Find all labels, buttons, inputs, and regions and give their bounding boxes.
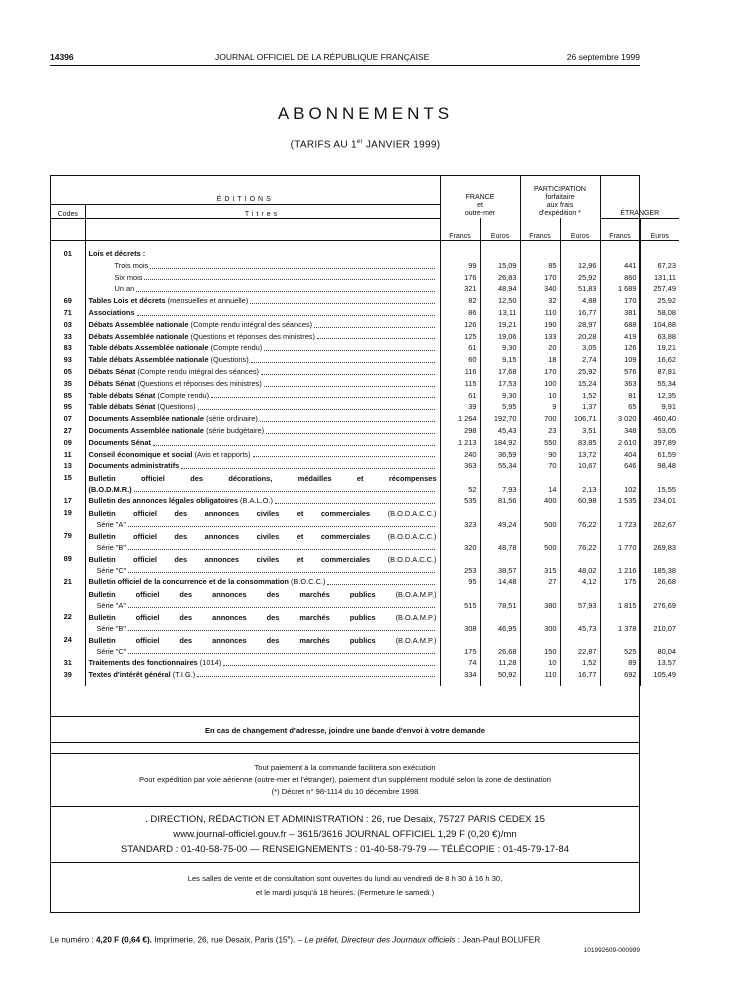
table-row xyxy=(51,553,679,576)
table-row xyxy=(51,669,679,681)
row-title: Conseil économique et social (Avis et rapports) xyxy=(85,449,440,461)
col-france-euros: Euros xyxy=(480,218,520,240)
table-row xyxy=(51,576,679,588)
price-cell: 76,22 xyxy=(560,507,600,530)
price-cell: 4,12 xyxy=(560,576,600,588)
price-cell: 210,07 xyxy=(653,623,676,633)
price-cell: 65 xyxy=(600,401,640,413)
table-row xyxy=(51,283,679,295)
opening-hours: Les salles de vente et de consultation sont ouvertes du lundi au vendredi de 8 h 30 à 16 h 30, et le mardi jusqu'à 18 heures. (Fermeture le samedi.) xyxy=(51,862,639,912)
row-title: Table débats Assemblée nationale (Questions) xyxy=(85,354,440,366)
row-title: Bulletin des annonces légales obligatoires (B.A.L.O.) xyxy=(85,495,440,507)
price-cell: 16,77 xyxy=(560,669,600,681)
price-cell: 1 213 xyxy=(440,437,480,449)
price-cell: 61,59 xyxy=(657,449,676,459)
price-cell: 323 xyxy=(440,507,480,530)
row-code: 93 xyxy=(51,354,85,366)
price-cell: 2 610 xyxy=(600,437,640,449)
price-cell: 170 xyxy=(520,366,560,378)
subscription-frame xyxy=(50,175,676,913)
table-row xyxy=(51,390,679,402)
row-code: 83 xyxy=(51,342,85,354)
price-cell: 240 xyxy=(440,449,480,461)
table-row xyxy=(51,588,679,611)
row-title: Bulletin officiel des annonces des marchés publics (B.O.A.M.P.) Série "A" xyxy=(85,588,440,611)
row-title: Table débats Assemblée nationale (Compte rendu) xyxy=(85,342,440,354)
row-code: 15 xyxy=(51,472,85,495)
price-cell: 1,37 xyxy=(560,401,600,413)
price-cell: 26,68 xyxy=(657,576,676,586)
row-code: 35 xyxy=(51,378,85,390)
price-cell: 106,71 xyxy=(560,413,600,425)
price-cell: 441 xyxy=(600,260,640,272)
price-cell: 36,59 xyxy=(480,449,520,461)
price-cell: 99 xyxy=(440,260,480,272)
row-code: 19 xyxy=(51,507,85,530)
price-cell: 535 xyxy=(440,495,480,507)
price-cell: 253 xyxy=(440,553,480,576)
etranger-header: ÉTRANGER xyxy=(600,176,679,218)
row-code: 27 xyxy=(51,425,85,437)
price-cell: 1 378 xyxy=(600,611,640,634)
price-cell: 19,21 xyxy=(480,319,520,331)
price-cell: 15,55 xyxy=(657,485,676,495)
price-cell: 380 xyxy=(520,588,560,611)
price-cell: 1 689 xyxy=(600,283,640,295)
price-cell: 48,02 xyxy=(560,553,600,576)
table-row xyxy=(51,378,679,390)
price-cell: 19,21 xyxy=(657,343,676,353)
price-cell: 100 xyxy=(520,378,560,390)
price-cell: 700 xyxy=(520,413,560,425)
price-cell: 176 xyxy=(440,272,480,284)
price-cell: 1 723 xyxy=(600,507,640,530)
price-cell: 109 xyxy=(600,354,640,366)
price-cell: 9,91 xyxy=(661,402,676,412)
price-cell: 116 xyxy=(440,366,480,378)
price-cell: 126 xyxy=(440,319,480,331)
price-cell: 26,83 xyxy=(480,272,520,284)
table-row xyxy=(51,366,679,378)
table-row xyxy=(51,307,679,319)
price-cell: 320 xyxy=(440,530,480,553)
price-cell: 58,08 xyxy=(657,307,676,317)
table-row xyxy=(51,248,679,260)
row-code: 69 xyxy=(51,295,85,307)
row-title: Bulletin officiel des annonces civiles et commerciales (B.O.D.A.C.C.) Série "A" xyxy=(85,507,440,530)
price-cell: 89 xyxy=(600,657,640,669)
table-row xyxy=(51,611,679,634)
row-code: 79 xyxy=(51,530,85,553)
row-code: 22 xyxy=(51,611,85,634)
price-cell: 133 xyxy=(520,331,560,343)
price-cell: 175 xyxy=(440,634,480,657)
price-cell: 105,49 xyxy=(653,669,676,679)
price-cell: 39 xyxy=(440,401,480,413)
price-cell: 14 xyxy=(520,472,560,495)
price-cell: 74 xyxy=(440,657,480,669)
price-cell: 175 xyxy=(600,576,640,588)
page-subtitle: (TARIFS AU 1er JANVIER 1999) xyxy=(290,139,441,151)
price-cell: 70 xyxy=(520,460,560,472)
price-cell: 5,95 xyxy=(480,401,520,413)
price-cell: 460,40 xyxy=(653,414,676,424)
price-cell: 234,01 xyxy=(653,496,676,506)
price-cell: 104,88 xyxy=(653,319,676,329)
price-cell: 269,83 xyxy=(653,542,676,552)
editions-header: ÉDITIONS xyxy=(51,176,440,204)
titres-header: Titres xyxy=(85,204,440,218)
table-row xyxy=(51,634,679,657)
price-cell: 50,92 xyxy=(480,669,520,681)
row-title: Six mois xyxy=(85,272,440,284)
price-cell: 22,87 xyxy=(560,634,600,657)
price-cell: 688 xyxy=(600,319,640,331)
col-france-francs: Francs xyxy=(440,218,480,240)
price-cell: 1 535 xyxy=(600,495,640,507)
price-cell: 61 xyxy=(440,342,480,354)
table-row xyxy=(51,260,679,272)
price-cell: 16,77 xyxy=(560,307,600,319)
price-cell: 363 xyxy=(440,460,480,472)
price-cell: 46,95 xyxy=(480,611,520,634)
price-cell: 15,24 xyxy=(560,378,600,390)
row-code xyxy=(51,588,85,611)
price-cell: 110 xyxy=(520,307,560,319)
price-cell: 550 xyxy=(520,437,560,449)
price-cell: 12,35 xyxy=(657,390,676,400)
price-cell: 17,68 xyxy=(480,366,520,378)
price-cell: 57,93 xyxy=(560,588,600,611)
table-row xyxy=(51,449,679,461)
price-cell: 80,04 xyxy=(657,646,676,656)
price-cell: 262,67 xyxy=(653,519,676,529)
price-cell: 26,68 xyxy=(480,634,520,657)
price-cell: 95 xyxy=(440,576,480,588)
row-code: 01 xyxy=(51,248,85,260)
price-cell: 38,57 xyxy=(480,553,520,576)
price-cell: 1 815 xyxy=(600,588,640,611)
price-cell: 25,92 xyxy=(560,272,600,284)
contact-block xyxy=(51,806,639,862)
price-cell: 340 xyxy=(520,283,560,295)
price-cell: 63,88 xyxy=(657,331,676,341)
price-cell: 12,96 xyxy=(560,260,600,272)
price-cell: 78,51 xyxy=(480,588,520,611)
row-code: 09 xyxy=(51,437,85,449)
row-title: Tables Lois et décrets (mensuelles et annuelle) xyxy=(85,295,440,307)
row-title: Bulletin officiel de la concurrence et de la consommation (B.O.C.C.) xyxy=(85,576,440,588)
price-cell: 110 xyxy=(520,669,560,681)
col-participation-francs: Francs xyxy=(520,218,560,240)
price-cell: 1 770 xyxy=(600,530,640,553)
price-cell: 192,70 xyxy=(480,413,520,425)
price-cell: 185,38 xyxy=(653,565,676,575)
price-cell: 334 xyxy=(440,669,480,681)
page-title: ABONNEMENTS xyxy=(277,104,454,123)
price-cell: 500 xyxy=(520,530,560,553)
price-cell: 515 xyxy=(440,588,480,611)
header-rule xyxy=(50,65,640,66)
price-cell: 83,85 xyxy=(560,437,600,449)
price-cell: 23 xyxy=(520,425,560,437)
price-cell: 3,51 xyxy=(560,425,600,437)
col-participation-euros: Euros xyxy=(560,218,600,240)
price-cell: 308 xyxy=(440,611,480,634)
table-row xyxy=(51,331,679,343)
price-cell: 1 264 xyxy=(440,413,480,425)
price-cell: 298 xyxy=(440,425,480,437)
price-cell: 125 xyxy=(440,331,480,343)
price-cell: 150 xyxy=(520,634,560,657)
table-body xyxy=(51,248,679,686)
price-cell: 85 xyxy=(520,260,560,272)
journal-title: JOURNAL OFFICIEL DE LA RÉPUBLIQUE FRANÇAISE xyxy=(215,52,430,62)
price-cell: 3 020 xyxy=(600,413,640,425)
price-cell: 257,49 xyxy=(653,284,676,294)
row-title: Bulletin officiel des annonces des marchés publics (B.O.A.M.P.) Série "B" xyxy=(85,611,440,634)
price-cell: 348 xyxy=(600,425,640,437)
table-row xyxy=(51,413,679,425)
table-header-row xyxy=(51,176,679,204)
row-title: Table débats Sénat (Questions) xyxy=(85,401,440,413)
price-cell: 45,43 xyxy=(480,425,520,437)
price-cell: 131,11 xyxy=(653,272,676,282)
direction-line: . DIRECTION, RÉDACTION ET ADMINISTRATION : 26, rue Desaix, 75727 PARIS CEDEX 15 xyxy=(145,814,545,825)
row-title: Lois et décrets : xyxy=(85,248,440,260)
participation-header: PARTICIPATION forfaitaire aux frais d'expédition * xyxy=(520,176,600,218)
row-title: Table débats Sénat (Compte rendu) xyxy=(85,390,440,402)
web-line: www.journal-officiel.gouv.fr – 3615/3616 JOURNAL OFFICIEL 1,29 F (0,20 €)/mn xyxy=(173,829,517,840)
price-cell: 60,98 xyxy=(560,495,600,507)
price-cell: 170 xyxy=(520,272,560,284)
table-row xyxy=(51,495,679,507)
page-number: 14396 xyxy=(50,52,74,62)
price-cell: 32 xyxy=(520,295,560,307)
row-code: 85 xyxy=(51,390,85,402)
table-row xyxy=(51,507,679,530)
price-cell: 397,89 xyxy=(653,437,676,447)
price-cell: 276,69 xyxy=(653,600,676,610)
price-cell: 55,34 xyxy=(657,378,676,388)
price-cell: 102 xyxy=(600,472,640,495)
page-footer: Le numéro : 4,20 F (0,64 €). Imprimerie, 26, rue Desaix, Paris (15e). – Le préfet, Directeur des Journaux officiels : Jean-Paul BOLUFER xyxy=(50,935,541,945)
price-cell: 61 xyxy=(440,390,480,402)
row-title: Documents administratifs xyxy=(85,460,440,472)
price-cell: 86 xyxy=(440,307,480,319)
row-title: Bulletin officiel des décorations, médailles et récompenses (B.O.D.M.R.) xyxy=(85,472,440,495)
price-cell: 48,94 xyxy=(480,283,520,295)
price-cell: 381 xyxy=(600,307,640,319)
price-cell: 11,28 xyxy=(480,657,520,669)
table-row xyxy=(51,472,679,495)
row-title: Débats Assemblée nationale (Questions et réponses des ministres) xyxy=(85,331,440,343)
row-title: Documents Sénat xyxy=(85,437,440,449)
price-cell: 576 xyxy=(600,366,640,378)
row-title: Documents Assemblée nationale (série budgétaire) xyxy=(85,425,440,437)
price-cell: 184,92 xyxy=(480,437,520,449)
price-cell: 404 xyxy=(600,449,640,461)
price-cell: 55,34 xyxy=(480,460,520,472)
price-cell: 190 xyxy=(520,319,560,331)
price-cell: 18 xyxy=(520,354,560,366)
row-code: 11 xyxy=(51,449,85,461)
price-cell: 13,57 xyxy=(657,657,676,667)
price-cell: 25,92 xyxy=(657,296,676,306)
row-title: Associations xyxy=(85,307,440,319)
price-cell: 76,22 xyxy=(560,530,600,553)
price-cell: 315 xyxy=(520,553,560,576)
row-code: 13 xyxy=(51,460,85,472)
price-cell: 28,97 xyxy=(560,319,600,331)
price-cell: 646 xyxy=(600,460,640,472)
price-cell: 10 xyxy=(520,390,560,402)
price-cell: 363 xyxy=(600,378,640,390)
row-code: 03 xyxy=(51,319,85,331)
price-cell: 2,13 xyxy=(560,472,600,495)
row-code: 39 xyxy=(51,669,85,681)
price-cell: 9,30 xyxy=(480,342,520,354)
table-row xyxy=(51,530,679,553)
price-cell: 17,53 xyxy=(480,378,520,390)
table-row xyxy=(51,319,679,331)
price-cell: 9,15 xyxy=(480,354,520,366)
row-title: Trois mois xyxy=(85,260,440,272)
payment-notice: Tout paiement à la commande facilitera son exécution Pour expédition par voie aérienne (outre-mer et l'étranger), paiement d'un supplément modulé selon la zone de destination (*) Décret n° 98-1114 du 10 décembre 1998 xyxy=(51,753,639,806)
price-cell: 25,92 xyxy=(560,366,600,378)
price-cell: 52 xyxy=(440,472,480,495)
price-cell: 20,28 xyxy=(560,331,600,343)
price-cell: 27 xyxy=(520,576,560,588)
price-cell: 3,05 xyxy=(560,342,600,354)
price-cell: 49,24 xyxy=(480,507,520,530)
row-code: 71 xyxy=(51,307,85,319)
row-title: Débats Assemblée nationale (Compte rendu intégral des séances) xyxy=(85,319,440,331)
row-code: 21 xyxy=(51,576,85,588)
price-cell: 7,93 xyxy=(480,472,520,495)
price-cell: 14,48 xyxy=(480,576,520,588)
price-cell: 51,83 xyxy=(560,283,600,295)
price-cell: 19,06 xyxy=(480,331,520,343)
table-row xyxy=(51,295,679,307)
price-cell: 419 xyxy=(600,331,640,343)
price-cell: 9 xyxy=(520,401,560,413)
price-cell: 16,62 xyxy=(657,355,676,365)
row-title: Bulletin officiel des annonces des marchés publics (B.O.A.M.P.) Série "C" xyxy=(85,634,440,657)
price-cell: 98,48 xyxy=(657,461,676,471)
price-cell: 90 xyxy=(520,449,560,461)
price-cell: 67,23 xyxy=(657,260,676,270)
row-code: 89 xyxy=(51,553,85,576)
price-cell: 1 216 xyxy=(600,553,640,576)
row-title: Documents Assemblée nationale (série ordinaire) xyxy=(85,413,440,425)
price-cell: 525 xyxy=(600,634,640,657)
table-row xyxy=(51,272,679,284)
table-row xyxy=(51,354,679,366)
price-cell: 10 xyxy=(520,657,560,669)
price-cell: 321 xyxy=(440,283,480,295)
price-cell: 81,56 xyxy=(480,495,520,507)
row-title: Bulletin officiel des annonces civiles et commerciales (B.O.D.A.C.C.) Série "C" xyxy=(85,553,440,576)
row-title: Traitements des fonctionnaires (1014) xyxy=(85,657,440,669)
price-cell: 1,52 xyxy=(560,657,600,669)
price-cell: 9,30 xyxy=(480,390,520,402)
row-code: 24 xyxy=(51,634,85,657)
price-cell: 400 xyxy=(520,495,560,507)
row-code: 07 xyxy=(51,413,85,425)
price-cell: 13,11 xyxy=(480,307,520,319)
price-cell: 1,52 xyxy=(560,390,600,402)
contact-line: STANDARD : 01-40-58-75-00 — RENSEIGNEMENTS : 01-40-58-79-79 — TÉLÉCOPIE : 01-45-79-17-84 xyxy=(120,844,570,855)
price-cell: 2,74 xyxy=(560,354,600,366)
row-code: 33 xyxy=(51,331,85,343)
price-cell: 10,67 xyxy=(560,460,600,472)
price-cell: 81 xyxy=(600,390,640,402)
table-row xyxy=(51,401,679,413)
page-header xyxy=(50,52,640,66)
row-title: Débats Sénat (Questions et réponses des ministres) xyxy=(85,378,440,390)
table-row xyxy=(51,437,679,449)
price-cell: 15,09 xyxy=(480,260,520,272)
price-cell: 60 xyxy=(440,354,480,366)
row-code: 95 xyxy=(51,401,85,413)
price-cell: 20 xyxy=(520,342,560,354)
address-change-notice: En cas de changement d'adresse, joindre une bande d'envoi à votre demande xyxy=(51,716,639,742)
price-cell: 4,88 xyxy=(560,295,600,307)
row-title: Un an xyxy=(85,283,440,295)
table-row xyxy=(51,460,679,472)
price-cell: 500 xyxy=(520,507,560,530)
price-cell: 12,50 xyxy=(480,295,520,307)
table-row xyxy=(51,425,679,437)
col-etranger-francs: Francs xyxy=(600,218,640,240)
row-code: 17 xyxy=(51,495,85,507)
price-cell: 82 xyxy=(440,295,480,307)
price-cell: 45,73 xyxy=(560,611,600,634)
notice-separator xyxy=(51,742,639,753)
france-header: FRANCE et outre-mer xyxy=(440,176,520,218)
price-cell: 126 xyxy=(600,342,640,354)
col-etranger-euros: Euros xyxy=(640,218,679,240)
issue-date: 26 septembre 1999 xyxy=(566,52,640,62)
price-cell: 48,78 xyxy=(480,530,520,553)
price-cell: 53,05 xyxy=(657,425,676,435)
price-cell: 170 xyxy=(600,295,640,307)
subscription-table xyxy=(51,176,679,686)
price-cell: 860 xyxy=(600,272,640,284)
table-row xyxy=(51,342,679,354)
row-code: 05 xyxy=(51,366,85,378)
footer-code: 101992609-000999 xyxy=(583,947,640,954)
currency-header-row xyxy=(51,218,679,240)
table-row xyxy=(51,657,679,669)
codes-header: Codes xyxy=(51,204,85,218)
row-title: Débats Sénat (Compte rendu intégral des séances) xyxy=(85,366,440,378)
row-code: 31 xyxy=(51,657,85,669)
price-cell: 115 xyxy=(440,378,480,390)
row-title: Textes d'intérêt général (T.I.G.) xyxy=(85,669,440,681)
price-cell: 692 xyxy=(600,669,640,681)
price-cell: 13,72 xyxy=(560,449,600,461)
row-title: Bulletin officiel des annonces civiles et commerciales (B.O.D.A.C.C.) Série "B" xyxy=(85,530,440,553)
price-cell: 300 xyxy=(520,611,560,634)
price-cell: 87,81 xyxy=(657,366,676,376)
